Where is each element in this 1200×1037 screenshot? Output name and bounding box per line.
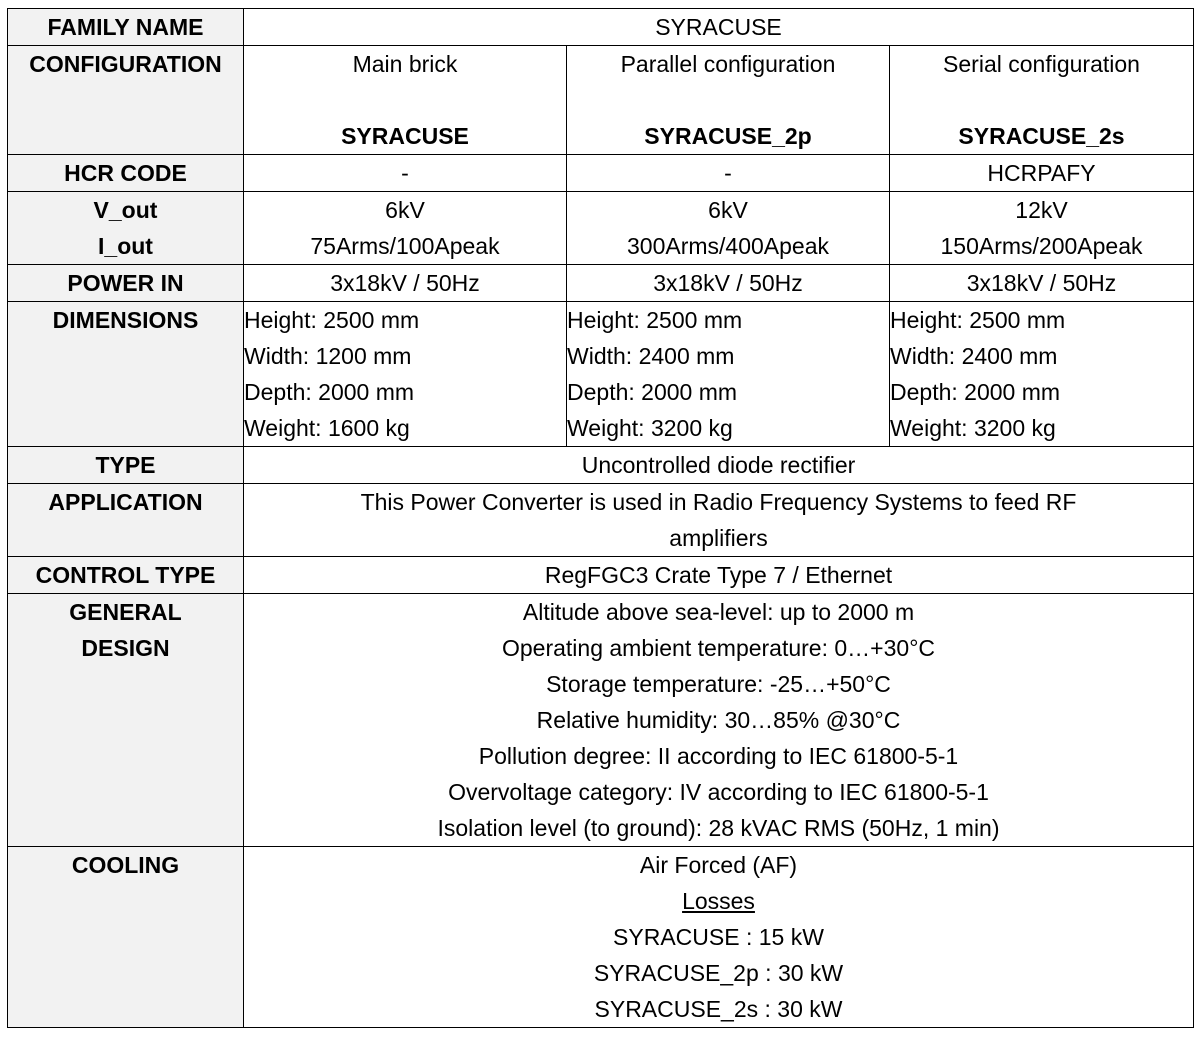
- control-type-value: RegFGC3 Crate Type 7 / Ethernet: [244, 557, 1194, 594]
- cooling-method: Air Forced (AF): [639, 852, 798, 878]
- config-desc: Parallel configuration: [620, 51, 836, 77]
- row-control-type: [8, 557, 1194, 594]
- design-altitude: Altitude above sea-level: up to 2000 m: [522, 599, 915, 625]
- row-configuration: [8, 46, 1194, 155]
- row-dimensions: [8, 302, 1194, 447]
- design-operating-temp: Operating ambient temperature: 0…+30°C: [501, 635, 935, 661]
- row-family-name: [8, 9, 1194, 46]
- configuration-serial: [890, 46, 1194, 155]
- design-storage-temp: Storage temperature: -25…+50°C: [546, 671, 891, 697]
- design-pollution-degree: Pollution degree: II according to IEC 61800-5-1: [478, 743, 959, 769]
- vout-iout-cell: [890, 192, 1194, 265]
- config-desc: Serial configuration: [943, 51, 1140, 77]
- general-design-value: [244, 594, 1194, 847]
- family-name-value: SYRACUSE: [244, 9, 1194, 46]
- dim-width: Width: 2400 mm: [567, 343, 735, 369]
- row-type: [8, 447, 1194, 484]
- vout-label: V_out: [93, 197, 158, 223]
- dim-depth: Depth: 2000 mm: [567, 379, 738, 405]
- configuration-label: CONFIGURATION: [8, 46, 244, 155]
- dim-width: Width: 1200 mm: [244, 343, 412, 369]
- cooling-value: [244, 847, 1194, 1028]
- vout-iout-cell: [567, 192, 890, 265]
- dim-height: Height: 2500 mm: [890, 307, 1066, 333]
- power-in-value: 3x18kV / 50Hz: [567, 265, 890, 302]
- dim-height: Height: 2500 mm: [567, 307, 743, 333]
- dimensions-cell: [567, 302, 890, 447]
- row-cooling: [8, 847, 1194, 1028]
- dim-weight: Weight: 3200 kg: [567, 415, 733, 441]
- config-name: SYRACUSE_2s: [958, 123, 1125, 149]
- power-in-value: 3x18kV / 50Hz: [244, 265, 567, 302]
- row-power-in: [8, 265, 1194, 302]
- iout-value: 150Arms/200Apeak: [940, 233, 1143, 259]
- vout-value: 6kV: [708, 197, 748, 223]
- application-label: APPLICATION: [8, 484, 244, 557]
- dim-weight: Weight: 3200 kg: [890, 415, 1056, 441]
- row-vout-iout: [8, 192, 1194, 265]
- dim-height: Height: 2500 mm: [244, 307, 420, 333]
- losses-heading-text: Losses: [682, 888, 755, 914]
- specification-table: [7, 8, 1194, 1028]
- row-hcr-code: [8, 155, 1194, 192]
- config-name: SYRACUSE: [341, 123, 469, 149]
- dim-width: Width: 2400 mm: [890, 343, 1058, 369]
- iout-label: I_out: [98, 233, 153, 259]
- cooling-label: COOLING: [8, 847, 244, 1028]
- configuration-parallel: [567, 46, 890, 155]
- design-isolation-level: Isolation level (to ground): 28 kVAC RMS (50Hz, 1 min): [437, 815, 1000, 841]
- losses-item: SYRACUSE : 15 kW: [613, 924, 824, 950]
- vout-iout-label: [8, 192, 244, 265]
- general-design-label-line: DESIGN: [81, 635, 170, 661]
- hcr-code-value: -: [244, 155, 567, 192]
- dim-depth: Depth: 2000 mm: [244, 379, 415, 405]
- vout-value: 12kV: [1015, 197, 1068, 223]
- losses-item: SYRACUSE_2s : 30 kW: [594, 996, 843, 1022]
- vout-value: 6kV: [385, 197, 425, 223]
- dim-weight: Weight: 1600 kg: [244, 415, 410, 441]
- configuration-main-brick: [244, 46, 567, 155]
- iout-value: 300Arms/400Apeak: [626, 233, 829, 259]
- row-general-design: [8, 594, 1194, 847]
- dim-depth: Depth: 2000 mm: [890, 379, 1061, 405]
- design-humidity: Relative humidity: 30…85% @30°C: [536, 707, 901, 733]
- general-design-label-line: GENERAL: [69, 599, 182, 625]
- config-name: SYRACUSE_2p: [644, 123, 812, 149]
- design-overvoltage-category: Overvoltage category: IV according to IEC 61800-5-1: [448, 779, 989, 805]
- control-type-label: CONTROL TYPE: [8, 557, 244, 594]
- dimensions-label: DIMENSIONS: [8, 302, 244, 447]
- losses-item: SYRACUSE_2p : 30 kW: [593, 960, 844, 986]
- row-application: [8, 484, 1194, 557]
- power-in-value: 3x18kV / 50Hz: [890, 265, 1194, 302]
- application-line: amplifiers: [669, 525, 768, 551]
- config-desc: Main brick: [352, 51, 458, 77]
- dimensions-cell: [890, 302, 1194, 447]
- dimensions-cell: [244, 302, 567, 447]
- type-label: TYPE: [8, 447, 244, 484]
- vout-iout-cell: [244, 192, 567, 265]
- iout-value: 75Arms/100Apeak: [310, 233, 500, 259]
- general-design-label: [8, 594, 244, 847]
- application-line: This Power Converter is used in Radio Frequency Systems to feed RF: [360, 489, 1077, 515]
- type-value: Uncontrolled diode rectifier: [244, 447, 1194, 484]
- family-name-label: FAMILY NAME: [8, 9, 244, 46]
- power-in-label: POWER IN: [8, 265, 244, 302]
- losses-heading: [244, 883, 1193, 919]
- hcr-code-value: -: [567, 155, 890, 192]
- hcr-code-value: HCRPAFY: [890, 155, 1194, 192]
- hcr-code-label: HCR CODE: [8, 155, 244, 192]
- application-value: [244, 484, 1194, 557]
